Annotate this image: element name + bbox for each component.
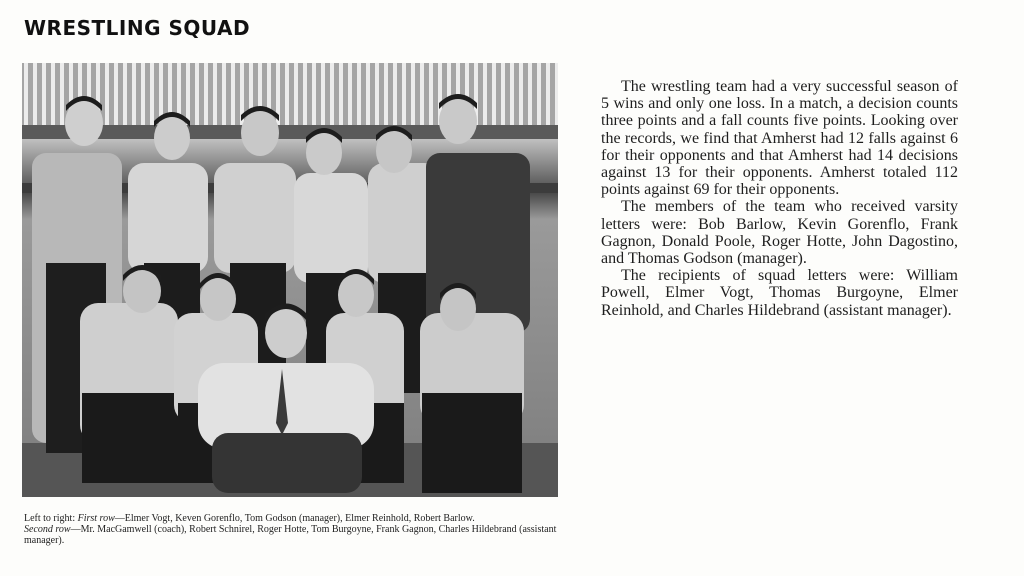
- caption-first-row-label: First row: [77, 513, 115, 524]
- caption-second-row-label: Second row: [24, 524, 71, 535]
- paragraph-season-record: The wrestling team had a very successful season of 5 wins and only one loss. In a match, a decision counts three points and a fall counts five points. Looking over the records, we find that Amherst had 12 falls against 6 for their opponents and that Amherst had 14 decisions against 13 for their opponents. Amherst totaled 112 points against 69 for their opponents.: [601, 78, 958, 199]
- team-photo-image: [22, 63, 558, 497]
- caption-lead: Left to right:: [24, 513, 78, 524]
- team-photo: [22, 63, 558, 497]
- caption-second-row: [24, 524, 560, 546]
- article-body: [601, 78, 958, 319]
- photo-caption: [24, 513, 560, 546]
- caption-first-row: [24, 513, 560, 524]
- caption-first-row-names: —Elmer Vogt, Keven Gorenflo, Tom Godson (manager), Elmer Reinhold, Robert Barlow.: [114, 513, 475, 524]
- paragraph-varsity-letters: The members of the team who received varsity letters were: Bob Barlow, Kevin Gorenflo, Frank Gagnon, Donald Poole, Roger Hotte, John Dagostino, and Thomas Godson (manager).: [601, 198, 958, 268]
- caption-second-row-names: —Mr. MacGamwell (coach), Robert Schnirel, Roger Hotte, Tom Burgoyne, Frank Gagnon, Charles Hildebrand (assistant manager).: [24, 524, 557, 546]
- paragraph-squad-letters: The recipients of squad letters were: William Powell, Elmer Vogt, Thomas Burgoyne, Elmer Reinhold, and Charles Hildebrand (assistant manager).: [601, 267, 958, 319]
- page-title: WRESTLING SQUAD: [24, 16, 251, 40]
